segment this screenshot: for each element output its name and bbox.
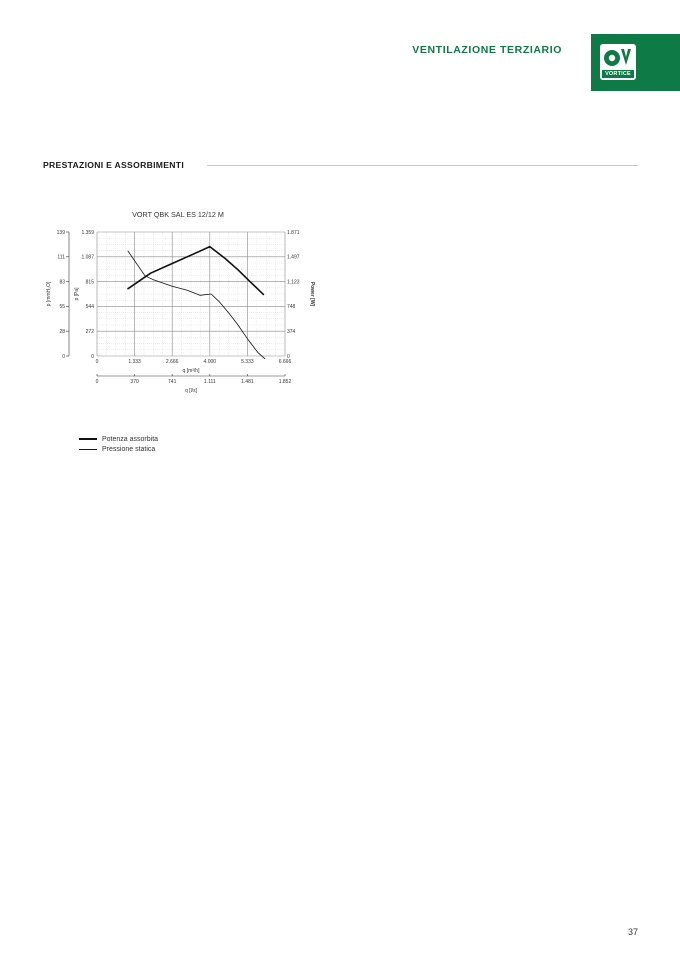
legend-item-power <box>79 434 158 444</box>
y-pa-tick-label: 0 <box>91 353 94 360</box>
y-power-tick-label: 1.497 <box>287 254 300 261</box>
x-secondary-tick-label: 1.481 <box>241 379 254 385</box>
x-secondary-tick-label: 741 <box>168 379 177 385</box>
y-outer-tick-label: 139 <box>56 229 65 236</box>
x-tick-label: 5.333 <box>241 359 254 365</box>
y-outer-tick-label: 83 <box>59 279 65 286</box>
y-pa-tick-label: 1.087 <box>81 254 94 261</box>
y-axis-power-label: Power [W] <box>309 281 315 307</box>
x-tick-label: 4.000 <box>203 359 217 365</box>
y-outer-tick-label: 0 <box>62 353 65 360</box>
legend-label-pressure: Pressione statica <box>102 445 156 453</box>
chart-grid <box>97 232 285 356</box>
legend-swatch-thick <box>79 438 97 440</box>
y-axis-outer-label: p [mmH₂O] <box>46 281 52 307</box>
y-pa-tick-label: 1.359 <box>81 229 94 236</box>
y-pa-tick-label: 815 <box>85 279 94 286</box>
x-axis-label: q [m³/h] <box>182 368 200 374</box>
chart-series <box>128 247 265 359</box>
x-secondary-tick-label: 1.852 <box>278 379 292 385</box>
legend-swatch-thin <box>79 449 97 450</box>
y-axis-pa-label: p [Pa] <box>74 287 80 301</box>
x-axis-secondary-label: q [l/s] <box>185 388 197 394</box>
x-tick-label: 2.666 <box>165 359 179 365</box>
page-number: 37 <box>627 927 638 937</box>
section-label: VENTILAZIONE TERZIARIO <box>412 44 562 56</box>
x-tick-label: 6.666 <box>278 359 292 365</box>
x-secondary-tick-label: 0 <box>95 379 99 385</box>
x-secondary-tick-label: 370 <box>130 379 139 385</box>
logo-text: VORTICE <box>602 70 634 78</box>
y-power-tick-label: 0 <box>287 353 290 360</box>
x-tick-label: 1.333 <box>128 359 141 365</box>
x-secondary-tick-label: 1.111 <box>203 379 216 385</box>
y-outer-tick-label: 55 <box>59 304 65 311</box>
chart-title: VORT QBK SAL ES 12/12 M <box>132 210 224 219</box>
y-power-tick-label: 1.871 <box>287 229 300 236</box>
y-pa-tick-label: 544 <box>85 304 94 311</box>
y-power-tick-label: 1.123 <box>287 279 300 286</box>
series-line-power <box>128 247 263 295</box>
section-title: PRESTAZIONI E ASSORBIMENTI <box>43 160 185 170</box>
y-power-tick-label: 748 <box>287 304 296 311</box>
series-line-pressure <box>128 251 265 359</box>
chart-legend <box>79 434 158 454</box>
y-power-tick-label: 374 <box>287 329 296 335</box>
chart-axes <box>57 230 300 385</box>
y-outer-tick-label: 28 <box>59 329 65 335</box>
legend-item-pressure <box>79 444 158 454</box>
y-outer-tick-label: 111 <box>57 254 65 261</box>
y-pa-tick-label: 272 <box>85 329 94 335</box>
x-tick-label: 0 <box>95 359 99 365</box>
legend-label-power: Potenza assorbita <box>102 435 159 443</box>
